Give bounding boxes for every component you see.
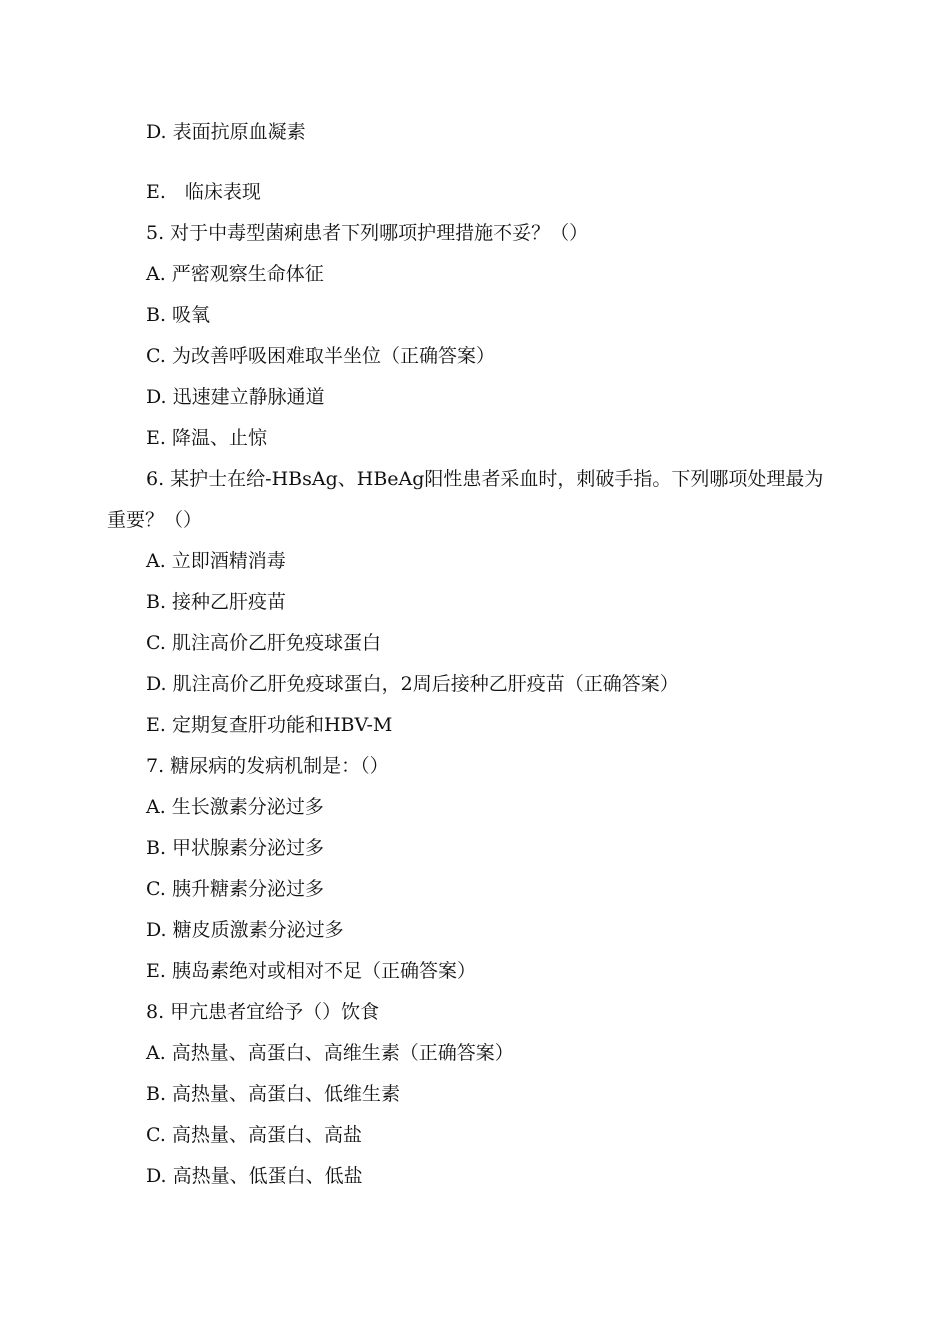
question-line: 8. 甲亢患者宜给予（）饮食 xyxy=(146,1001,380,1023)
option-line: E. 降温、止惊 xyxy=(146,427,267,449)
option-line: E. 定期复查肝功能和HBV-M xyxy=(146,714,393,736)
question-continuation: 重要？（） xyxy=(107,509,203,531)
option-line: B. 吸氧 xyxy=(146,304,211,326)
question-line: 6. 某护士在给-HBsAg、HBeAg阳性患者采血时，刺破手指。下列哪项处理最为 xyxy=(146,468,824,490)
option-line: D. 表面抗原血凝素 xyxy=(146,121,306,143)
option-line: E. 胰岛素绝对或相对不足（正确答案） xyxy=(146,960,476,982)
option-line: C. 为改善呼吸困难取半坐位（正确答案） xyxy=(146,345,495,367)
option-line: C. 高热量、高蛋白、高盐 xyxy=(146,1124,362,1146)
option-line: D. 肌注高价乙肝免疫球蛋白，2周后接种乙肝疫苗（正确答案） xyxy=(146,673,679,695)
option-line: A. 高热量、高蛋白、高维生素（正确答案） xyxy=(146,1042,514,1064)
option-line: B. 接种乙肝疫苗 xyxy=(146,591,287,613)
option-line: B. 高热量、高蛋白、低维生素 xyxy=(146,1083,401,1105)
option-line: A. 生长激素分泌过多 xyxy=(146,796,324,818)
question-line: 7. 糖尿病的发病机制是：（） xyxy=(146,755,389,777)
option-line: A. 严密观察生命体征 xyxy=(146,263,324,285)
option-line: C. 胰升糖素分泌过多 xyxy=(146,878,324,900)
option-line: A. 立即酒精消毒 xyxy=(146,550,286,572)
option-line: D. 高热量、低蛋白、低盐 xyxy=(146,1165,363,1187)
option-line: D. 迅速建立静脉通道 xyxy=(146,386,325,408)
question-line: 5. 对于中毒型菌痢患者下列哪项护理措施不妥？（） xyxy=(146,222,589,244)
option-line: B. 甲状腺素分泌过多 xyxy=(146,837,325,859)
option-line: E. 临床表现 xyxy=(146,181,261,203)
option-line: C. 肌注高价乙肝免疫球蛋白 xyxy=(146,632,381,654)
option-line: D. 糖皮质激素分泌过多 xyxy=(146,919,344,941)
